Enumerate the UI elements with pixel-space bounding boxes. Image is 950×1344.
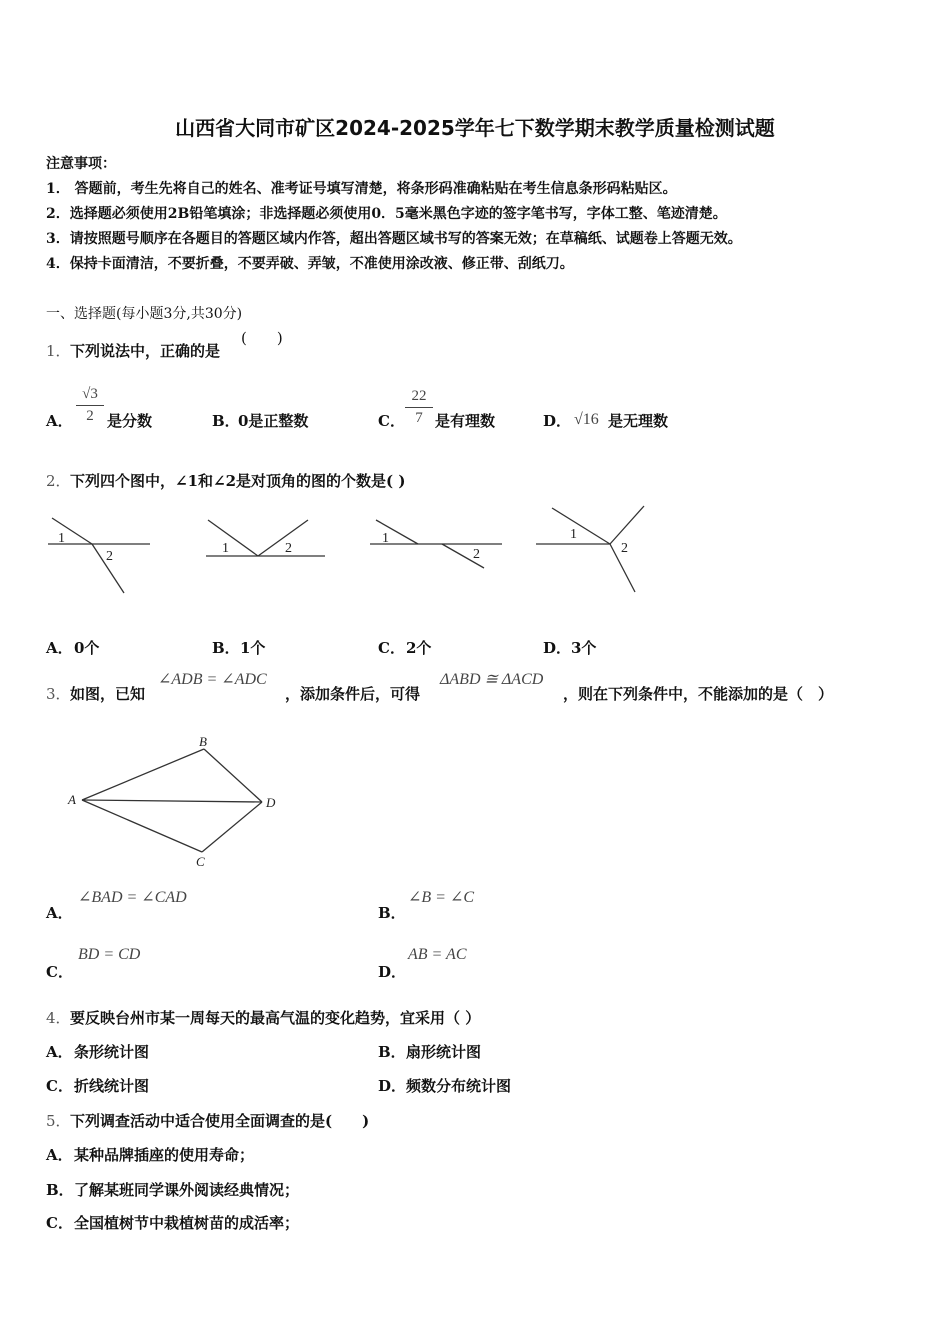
option-text: 了解某班同学课外阅读经典情况；	[74, 1181, 300, 1199]
option-label: B．	[378, 1043, 406, 1061]
angle-label-2: 2	[473, 547, 480, 562]
section-heading: 一、选择题(每小题3分,共30分)	[46, 306, 243, 322]
math-expression: AB = AC	[408, 946, 467, 963]
notice-item: 2．选择题必须使用2B铅笔填涂；非选择题必须使用0．5毫米黑色字迹的签字笔书写，字体工整、笔迹清楚。	[46, 206, 727, 222]
option-text: 是分数	[107, 412, 153, 430]
option-text: 3个	[571, 639, 597, 657]
option-text: 0是正整数	[238, 412, 309, 430]
question-stem: 如图，已知	[70, 685, 146, 703]
math-expression: BD = CD	[78, 946, 141, 963]
angle-figures	[40, 500, 660, 605]
question-stem: 下列四个图中，∠1和∠2是对顶角的图的个数是( )	[70, 472, 406, 490]
fraction-bar	[405, 407, 433, 408]
option-label: D．	[378, 1077, 407, 1095]
fraction	[405, 388, 433, 427]
option-label: D．	[543, 639, 572, 657]
option-text: 2个	[406, 639, 432, 657]
angle-label-2: 2	[285, 541, 292, 556]
fraction-denominator: 7	[415, 410, 423, 426]
fraction-denominator: 2	[86, 408, 94, 424]
option-label: C．	[378, 412, 405, 430]
question-number: 2．	[46, 472, 71, 490]
option-label: B．	[378, 904, 406, 922]
option-label: C．	[46, 1077, 73, 1095]
option-text: 0个	[74, 639, 100, 657]
fraction-numerator: 22	[411, 388, 427, 404]
option-label: A．	[46, 412, 73, 430]
page-title: 山西省大同市矿区2024-2025学年七下数学期末教学质量检测试题	[175, 116, 775, 140]
question-stem: ，则在下列条件中，不能添加的是（ ）	[563, 685, 834, 703]
option-label: B．	[46, 1181, 74, 1199]
question-number: 4．	[46, 1009, 71, 1027]
option-text: 是有理数	[435, 412, 496, 430]
question-stem: ，添加条件后，可得	[285, 685, 421, 703]
question-number: 3．	[46, 685, 71, 703]
notice-item: 1． 答题前，考生先将自己的姓名、准考证号填写清楚，将条形码准确粘贴在考生信息条形码粘贴区。	[46, 181, 677, 197]
option-text: 条形统计图	[74, 1043, 150, 1061]
answer-blank: ( )	[241, 329, 283, 347]
option-text: 折线统计图	[74, 1077, 150, 1095]
option-text: 频数分布统计图	[406, 1077, 512, 1095]
notice-item: 3．请按照题号顺序在各题目的答题区域内作答，超出答题区域书写的答案无效；在草稿纸、试题卷上答题无效。	[46, 231, 742, 247]
option-label: B．	[212, 412, 240, 430]
math-expression: ∠BAD = ∠CAD	[78, 889, 187, 906]
fraction	[76, 386, 104, 425]
angle-label-1: 1	[382, 531, 389, 546]
question-stem: 要反映台州市某一周每天的最高气温的变化趋势，宜采用（ ）	[70, 1009, 481, 1027]
option-label: C．	[46, 1214, 73, 1232]
point-label-d: D	[266, 795, 276, 810]
question-stem: 下列调查活动中适合使用全面调查的是( )	[70, 1112, 370, 1130]
point-label-b: B	[199, 734, 207, 749]
fraction-numerator: √3	[82, 386, 98, 402]
option-label: D．	[543, 412, 572, 430]
option-text: 扇形统计图	[406, 1043, 482, 1061]
math-expression: ΔABD ≅ ΔACD	[440, 671, 544, 688]
option-label: B．	[212, 639, 240, 657]
option-label: C．	[378, 639, 405, 657]
question-stem: 下列说法中，正确的是	[70, 342, 221, 360]
angle-label-1: 1	[58, 531, 65, 546]
question-number: 1．	[46, 342, 71, 360]
option-text: 某种品牌插座的使用寿命；	[74, 1146, 255, 1164]
option-text: 1个	[240, 639, 266, 657]
option-label: C．	[46, 963, 73, 981]
angle-label-1: 1	[222, 541, 229, 556]
angle-label-2: 2	[106, 549, 113, 564]
angle-label-1: 1	[570, 527, 577, 542]
fraction-bar	[76, 405, 104, 406]
math-expression: ∠B = ∠C	[408, 889, 475, 906]
option-label: A．	[46, 1043, 73, 1061]
point-label-c: C	[196, 854, 205, 869]
math-expression: ∠ADB = ∠ADC	[158, 671, 267, 688]
option-label: A．	[46, 904, 73, 922]
question-number: 5．	[46, 1112, 71, 1130]
point-label-a: A	[68, 792, 76, 807]
angle-label-2: 2	[621, 541, 628, 556]
option-text: 是无理数	[608, 412, 669, 430]
notice-heading: 注意事项：	[46, 156, 116, 172]
option-label: D．	[378, 963, 407, 981]
option-label: A．	[46, 1146, 73, 1164]
option-label: A．	[46, 639, 73, 657]
notice-item: 4．保持卡面清洁，不要折叠，不要弄破、弄皱，不准使用涂改液、修正带、刮纸刀。	[46, 256, 574, 272]
triangle-figure	[60, 730, 290, 875]
option-text: 全国植树节中栽植树苗的成活率；	[74, 1214, 300, 1232]
math-expression: √16	[574, 411, 599, 428]
